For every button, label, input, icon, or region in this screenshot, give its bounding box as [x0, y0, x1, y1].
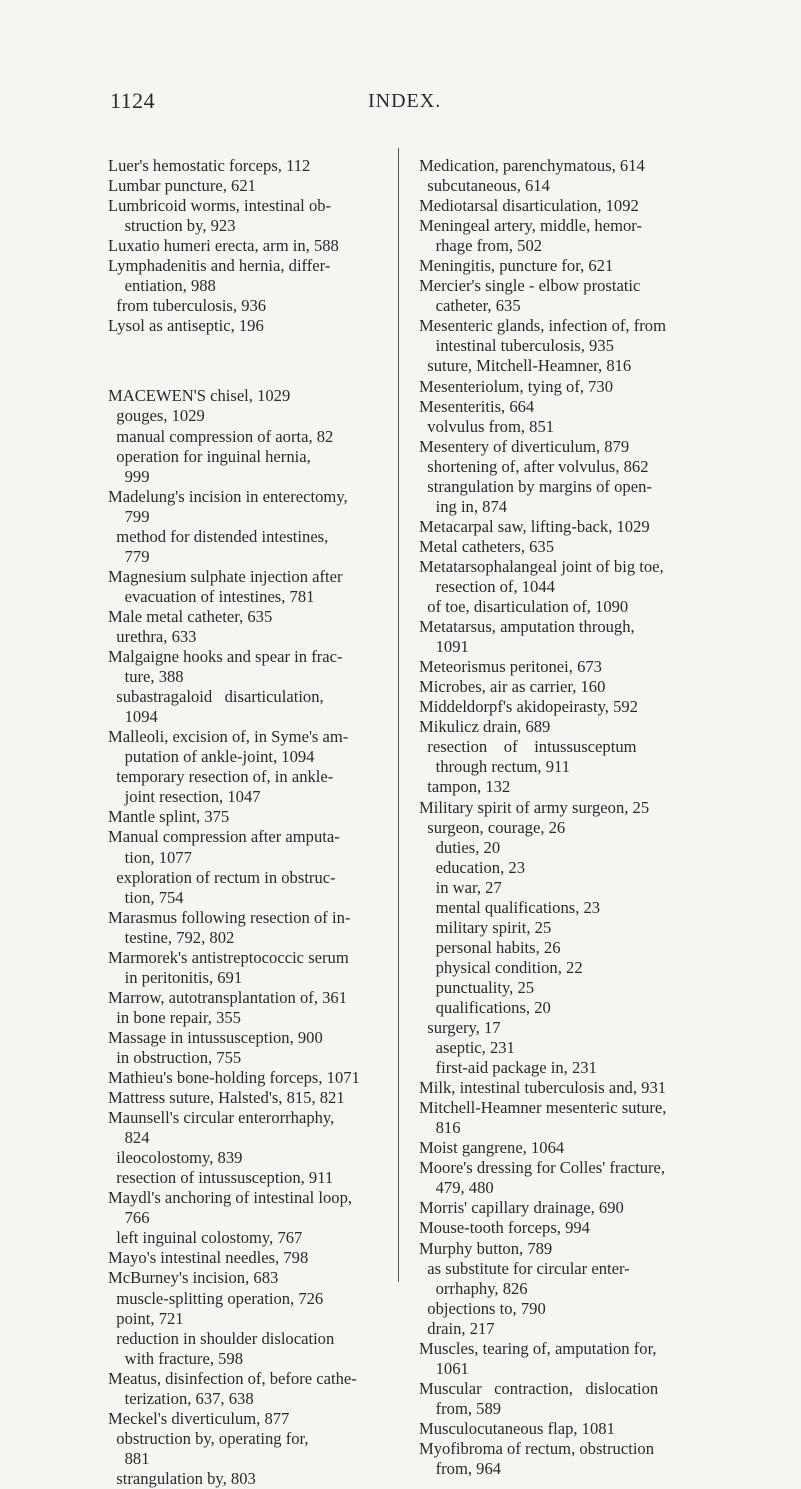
index-entry-line: duties, 20: [419, 837, 501, 857]
index-entry-line: in obstruction, 755: [108, 1047, 242, 1067]
index-entry-line: 1094: [108, 707, 158, 727]
index-entry-line: from, 589: [419, 1398, 502, 1418]
index-entry-line: Myofibroma of rectum, obstruction: [419, 1439, 655, 1458]
index-entry-line: tion, 1077: [108, 847, 192, 867]
index-entry-line: shortening of, after volvulus, 862: [419, 456, 649, 476]
index-entry-line: McBurney's incision, 683: [108, 1268, 279, 1288]
index-entry-line: strangulation by, 803: [108, 1468, 256, 1488]
index-entry-line: in war, 27: [419, 877, 502, 897]
index-entry-line: Malleoli, excision of, in Syme's am-: [108, 727, 349, 747]
page-header: [0, 88, 801, 118]
index-block-m-continued: [419, 156, 705, 1479]
index-entry-line: MACEWEN'S chisel, 1029: [108, 386, 291, 406]
index-entry-line: Lysol as antiseptic, 196: [108, 316, 264, 336]
index-entry-line: Malgaigne hooks and spear in frac-: [108, 647, 343, 667]
index-entry-line: manual compression of aorta, 82: [108, 426, 334, 446]
section-gap: [108, 336, 384, 386]
index-entry-line: exploration of rectum in obstruc-: [108, 867, 336, 887]
index-entry-line: Mitchell-Heamner mesenteric suture,: [419, 1098, 667, 1118]
index-entry-line: temporary resection of, in ankle-: [108, 767, 334, 787]
index-entry-line: first-aid package in, 231: [419, 1058, 597, 1078]
index-entry-line: Military spirit of army surgeon, 25: [419, 797, 650, 817]
index-entry-line: Microbes, air as carrier, 160: [419, 677, 606, 697]
index-entry-line: 799: [108, 506, 150, 526]
index-entry-line: objections to, 790: [419, 1298, 546, 1318]
index-entry-line: resection of, 1044: [419, 576, 555, 596]
index-entry-line: Meteorismus peritonei, 673: [419, 657, 602, 677]
index-entry-line: as substitute for circular enter-: [419, 1258, 630, 1278]
index-entry-line: catheter, 635: [419, 296, 521, 316]
index-block-m: [108, 386, 384, 1489]
index-entry-line: Meckel's diverticulum, 877: [108, 1408, 290, 1428]
index-entry-line: Metal catheters, 635: [419, 536, 555, 556]
index-entry-line: in peritonitis, 691: [108, 967, 243, 987]
index-entry-line: mental qualifications, 23: [419, 897, 601, 917]
index-entry-line: resection of intussusceptum: [419, 737, 637, 757]
index-entry-line: testine, 792, 802: [108, 927, 235, 947]
index-entry-line: Male metal catheter, 635: [108, 606, 273, 626]
index-entry-line: personal habits, 26: [419, 937, 561, 957]
index-entry-line: joint resection, 1047: [108, 787, 261, 807]
index-entry-line: Luer's hemostatic forceps, 112: [108, 156, 311, 175]
index-entry-line: Maunsell's circular enterorrhaphy,: [108, 1108, 335, 1128]
index-entry-line: Meatus, disinfection of, before cathe-: [108, 1368, 357, 1388]
index-entry-line: 779: [108, 546, 150, 566]
index-entry-line: Mediotarsal disarticulation, 1092: [419, 196, 639, 216]
index-entry-line: Mantle splint, 375: [108, 807, 230, 827]
index-entry-line: Muscles, tearing of, amputation for,: [419, 1338, 657, 1358]
index-entry-line: Massage in intussusception, 900: [108, 1027, 323, 1047]
index-entry-line: volvulus from, 851: [419, 416, 555, 436]
index-entry-line: Moist gangrene, 1064: [419, 1138, 565, 1158]
index-entry-line: 824: [108, 1128, 150, 1148]
index-entry-line: obstruction by, operating for,: [108, 1428, 309, 1448]
index-entry-line: 1061: [419, 1358, 469, 1378]
index-entry-line: of toe, disarticulation of, 1090: [419, 597, 629, 617]
index-entry-line: resection of intussusception, 911: [108, 1168, 334, 1188]
index-entry-line: Luxatio humeri erecta, arm in, 588: [108, 236, 339, 256]
index-entry-line: Metatarsus, amputation through,: [419, 617, 635, 637]
index-entry-line: ing in, 874: [419, 496, 508, 516]
index-entry-line: Magnesium sulphate injection after: [108, 566, 343, 586]
index-entry-line: operation for inguinal hernia,: [108, 446, 311, 466]
index-column-left: [108, 156, 384, 1489]
index-block-l: [108, 156, 384, 336]
index-entry-line: Mesenteric glands, infection of, from: [419, 316, 666, 336]
column-divider: [398, 148, 399, 1282]
running-head: INDEX.: [368, 90, 442, 112]
index-entry-line: 1091: [419, 637, 469, 657]
index-entry-line: suture, Mitchell-Heamner, 816: [419, 356, 632, 376]
index-entry-line: Meningitis, puncture for, 621: [419, 256, 614, 276]
index-entry-line: Middeldorpf's akidopeirasty, 592: [419, 697, 638, 717]
index-entry-line: Mikulicz drain, 689: [419, 717, 551, 737]
index-entry-line: Lymphadenitis and hernia, differ-: [108, 256, 331, 276]
index-entry-line: orrhaphy, 826: [419, 1278, 528, 1298]
index-entry-line: in bone repair, 355: [108, 1007, 241, 1027]
index-entry-line: evacuation of intestines, 781: [108, 586, 315, 606]
index-entry-line: Milk, intestinal tuberculosis and, 931: [419, 1078, 667, 1098]
index-entry-line: point, 721: [108, 1308, 184, 1328]
index-entry-line: subastragaloid disarticulation,: [108, 687, 324, 707]
index-entry-line: intestinal tuberculosis, 935: [419, 336, 614, 356]
index-entry-line: gouges, 1029: [108, 406, 205, 426]
index-entry-line: through rectum, 911: [419, 757, 571, 777]
index-entry-line: education, 23: [419, 857, 525, 877]
index-entry-line: ileocolostomy, 839: [108, 1148, 243, 1168]
index-entry-line: from tuberculosis, 936: [108, 296, 267, 316]
index-entry-line: drain, 217: [419, 1318, 495, 1338]
index-entry-line: Lumbar puncture, 621: [108, 176, 256, 196]
index-entry-line: military spirit, 25: [419, 917, 552, 937]
index-entry-line: Manual compression after amputa-: [108, 827, 340, 847]
index-entry-line: tampon, 132: [419, 777, 511, 797]
index-entry-line: 999: [108, 466, 150, 486]
index-entry-line: 881: [108, 1448, 150, 1468]
index-entry-line: Meningeal artery, middle, hemor-: [419, 216, 642, 236]
index-entry-line: entiation, 988: [108, 276, 216, 296]
index-entry-line: Metacarpal saw, lifting-back, 1029: [419, 516, 650, 536]
index-entry-line: 766: [108, 1208, 150, 1228]
index-entry-line: Moore's dressing for Colles' fracture,: [419, 1158, 666, 1178]
index-entry-line: struction by, 923: [108, 216, 236, 236]
index-entry-line: Medication, parenchymatous, 614: [419, 156, 645, 175]
index-entry-line: Murphy button, 789: [419, 1238, 553, 1258]
index-entry-line: muscle-splitting operation, 726: [108, 1288, 324, 1308]
index-entry-line: tion, 754: [108, 887, 184, 907]
index-entry-line: Mathieu's bone-holding forceps, 1071: [108, 1068, 360, 1088]
index-entry-line: 816: [419, 1118, 461, 1138]
index-entry-line: method for distended intestines,: [108, 526, 329, 546]
index-entry-line: urethra, 633: [108, 626, 197, 646]
index-entry-line: Mattress suture, Halsted's, 815, 821: [108, 1088, 345, 1108]
index-entry-line: left inguinal colostomy, 767: [108, 1228, 303, 1248]
index-entry-line: surgery, 17: [419, 1018, 501, 1038]
index-entry-line: punctuality, 25: [419, 977, 535, 997]
index-entry-line: Metatarsophalangeal joint of big toe,: [419, 556, 664, 576]
index-entry-line: Lumbricoid worms, intestinal ob-: [108, 196, 332, 216]
index-entry-line: Mesentery of diverticulum, 879: [419, 436, 630, 456]
index-entry-line: reduction in shoulder dislocation: [108, 1328, 335, 1348]
index-entry-line: Morris' capillary drainage, 690: [419, 1198, 624, 1218]
index-entry-line: Mouse-tooth forceps, 994: [419, 1218, 590, 1238]
index-entry-line: Marmorek's antistreptococcic serum: [108, 947, 349, 967]
index-entry-line: Maydl's anchoring of intestinal loop,: [108, 1188, 353, 1208]
index-entry-line: strangulation by margins of open-: [419, 476, 652, 496]
index-entry-line: surgeon, courage, 26: [419, 817, 566, 837]
index-entry-line: subcutaneous, 614: [419, 176, 550, 196]
index-entry-line: Madelung's incision in enterectomy,: [108, 486, 348, 506]
index-entry-line: with fracture, 598: [108, 1348, 244, 1368]
index-entry-line: 479, 480: [419, 1178, 494, 1198]
index-entry-line: putation of ankle-joint, 1094: [108, 747, 315, 767]
index-entry-line: terization, 637, 638: [108, 1388, 254, 1408]
index-entry-line: qualifications, 20: [419, 997, 551, 1017]
index-entry-line: Musculocutaneous flap, 1081: [419, 1418, 615, 1438]
index-entry-line: Mayo's intestinal needles, 798: [108, 1248, 309, 1268]
page-number: 1124: [110, 88, 156, 113]
index-entry-line: ture, 388: [108, 667, 184, 687]
index-entry-line: Marrow, autotransplantation of, 361: [108, 987, 348, 1007]
index-entry-line: physical condition, 22: [419, 957, 583, 977]
index-entry-line: Mesenteritis, 664: [419, 396, 535, 416]
index-entry-line: aseptic, 231: [419, 1038, 515, 1058]
index-entry-line: Mesenteriolum, tying of, 730: [419, 376, 614, 396]
index-entry-line: from, 964: [419, 1459, 502, 1479]
index-entry-line: Mercier's single - elbow prostatic: [419, 276, 641, 296]
index-entry-line: rhage from, 502: [419, 236, 543, 256]
index-entry-line: Muscular contraction, dislocation: [419, 1378, 659, 1398]
index-entry-line: Marasmus following resection of in-: [108, 907, 351, 927]
index-column-right: [419, 156, 705, 1479]
